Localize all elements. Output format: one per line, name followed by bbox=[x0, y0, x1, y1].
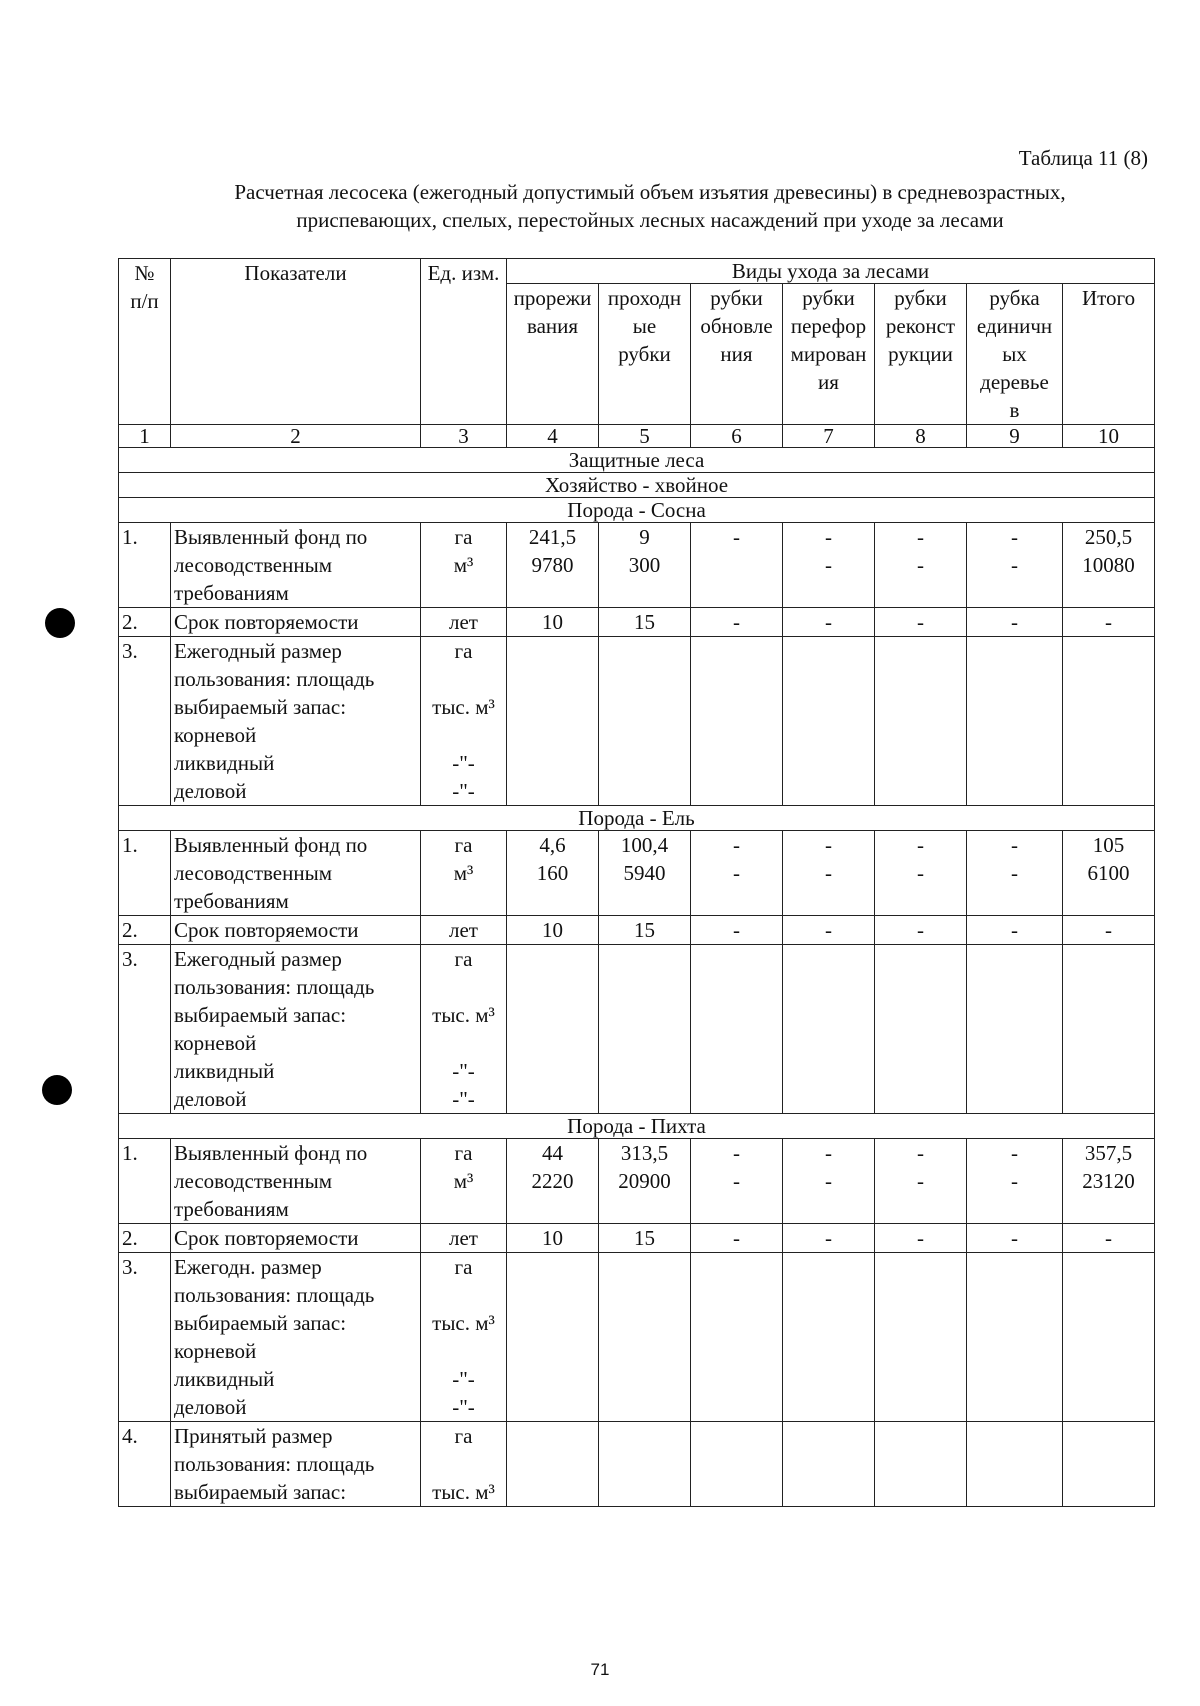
row-label-line: выбираемый запас: bbox=[174, 1311, 347, 1335]
header-type-line: перефор bbox=[790, 314, 867, 338]
unit-line bbox=[424, 665, 503, 693]
column-number: 7 bbox=[783, 425, 875, 448]
value-line: - bbox=[1011, 525, 1018, 549]
value-cell: - bbox=[1063, 916, 1155, 945]
row-label-line: пользования: площадь bbox=[174, 1283, 375, 1307]
row-number: 3. bbox=[119, 1253, 171, 1422]
unit-line: -"- bbox=[452, 751, 475, 775]
value-line: 10080 bbox=[1082, 553, 1135, 577]
header-num-line: № bbox=[134, 261, 155, 285]
row-label-line: лесоводственным bbox=[174, 553, 332, 577]
row-label-line: деловой bbox=[174, 1395, 247, 1419]
value-line: 241,5 bbox=[528, 525, 577, 549]
data-row bbox=[119, 1422, 1155, 1507]
value-line: 105 bbox=[1092, 833, 1125, 857]
value-line: 2220 bbox=[531, 1169, 574, 1193]
table-label: Таблица 11 (8) bbox=[1018, 146, 1148, 170]
value-cell bbox=[1063, 831, 1155, 916]
row-label-line: требованиям bbox=[174, 1197, 289, 1221]
value-cell: 15 bbox=[599, 608, 691, 637]
unit-line: га bbox=[454, 639, 473, 663]
unit-line: тыс. м³ bbox=[432, 695, 495, 719]
unit-line: -"- bbox=[452, 779, 475, 803]
row-number: 2. bbox=[119, 608, 171, 637]
value-line: 9780 bbox=[531, 553, 574, 577]
data-row bbox=[119, 608, 1155, 637]
empty-cell bbox=[875, 637, 967, 806]
column-number: 5 bbox=[599, 425, 691, 448]
header-type-line: рубки bbox=[894, 286, 947, 310]
value-cell: 10 bbox=[507, 1224, 599, 1253]
row-label-line: деловой bbox=[174, 779, 247, 803]
empty-cell bbox=[967, 637, 1063, 806]
unit-line bbox=[424, 1337, 503, 1365]
empty-cell bbox=[783, 1253, 875, 1422]
row-label-line: Выявленный фонд по bbox=[174, 525, 368, 549]
unit-line: га bbox=[454, 947, 473, 971]
empty-cell bbox=[507, 945, 599, 1114]
value-line: - bbox=[825, 525, 832, 549]
unit-line: га bbox=[454, 1255, 473, 1279]
unit-line: -"- bbox=[452, 1087, 475, 1111]
header-num-line: п/п bbox=[130, 289, 159, 313]
header-type-line: деревье bbox=[980, 370, 1049, 394]
column-number: 8 bbox=[875, 425, 967, 448]
data-row bbox=[119, 1224, 1155, 1253]
empty-cell bbox=[599, 637, 691, 806]
header-type-line: реконст bbox=[885, 314, 956, 338]
value-cell: 10 bbox=[507, 916, 599, 945]
header-type-6 bbox=[967, 284, 1063, 425]
data-row bbox=[119, 523, 1155, 608]
empty-cell bbox=[507, 1253, 599, 1422]
value-cell: - bbox=[691, 1224, 783, 1253]
value-line: - bbox=[917, 861, 924, 885]
value-cell: - bbox=[783, 608, 875, 637]
row-unit bbox=[421, 1422, 507, 1507]
value-line: 23120 bbox=[1082, 1169, 1135, 1193]
header-row bbox=[119, 259, 1155, 284]
breed-name: Порода - Ель bbox=[119, 806, 1155, 831]
row-label bbox=[171, 945, 421, 1114]
value-line: 160 bbox=[536, 861, 569, 885]
value-cell bbox=[507, 831, 599, 916]
unit-line bbox=[424, 1029, 503, 1057]
data-row bbox=[119, 637, 1155, 806]
unit-line: м³ bbox=[453, 1169, 474, 1193]
unit-line bbox=[424, 1450, 503, 1478]
value-cell: 15 bbox=[599, 916, 691, 945]
header-type-line: ия bbox=[818, 370, 839, 394]
header-type-line: вания bbox=[526, 314, 579, 338]
header-type-line: прорежи bbox=[513, 286, 592, 310]
header-type-line: ния bbox=[720, 342, 753, 366]
value-line: - bbox=[1011, 861, 1018, 885]
unit-line: м³ bbox=[453, 553, 474, 577]
value-line: - bbox=[1011, 553, 1018, 577]
value-line: 6100 bbox=[1087, 861, 1130, 885]
unit-line: м³ bbox=[453, 861, 474, 885]
empty-cell bbox=[1063, 945, 1155, 1114]
header-group: Виды ухода за лесами bbox=[507, 259, 1155, 284]
value-line: 313,5 bbox=[620, 1141, 669, 1165]
breed-row bbox=[119, 806, 1155, 831]
empty-cell bbox=[783, 945, 875, 1114]
value-cell: - bbox=[875, 916, 967, 945]
unit-line: тыс. м³ bbox=[432, 1003, 495, 1027]
value-cell: - bbox=[875, 608, 967, 637]
row-label-line: требованиям bbox=[174, 581, 289, 605]
row-unit bbox=[421, 1253, 507, 1422]
header-type-line: обновле bbox=[700, 314, 773, 338]
row-label-line: Выявленный фонд по bbox=[174, 833, 368, 857]
row-number: 3. bbox=[119, 945, 171, 1114]
value-cell bbox=[507, 523, 599, 608]
punch-hole-top bbox=[45, 608, 75, 638]
value-cell: - bbox=[691, 608, 783, 637]
value-cell bbox=[875, 1139, 967, 1224]
row-number: 1. bbox=[119, 831, 171, 916]
value-cell: 15 bbox=[599, 1224, 691, 1253]
page-number: 71 bbox=[590, 1660, 610, 1679]
value-line: - bbox=[733, 1141, 740, 1165]
unit-line: га bbox=[454, 1424, 473, 1448]
row-number: 3. bbox=[119, 637, 171, 806]
row-label bbox=[171, 637, 421, 806]
header-type-line: проходн bbox=[607, 286, 682, 310]
value-line: 20900 bbox=[618, 1169, 671, 1193]
row-label-line: пользования: площадь bbox=[174, 667, 375, 691]
header-type-line: рубки bbox=[710, 286, 763, 310]
header-type-line: рубки bbox=[618, 342, 671, 366]
header-type-line: единичн bbox=[976, 314, 1053, 338]
unit-line: га bbox=[454, 1141, 473, 1165]
value-cell bbox=[967, 1139, 1063, 1224]
row-label-line: Ежегодный размер bbox=[174, 947, 342, 971]
value-line: - bbox=[733, 1169, 740, 1193]
breed-row bbox=[119, 498, 1155, 523]
value-cell bbox=[691, 831, 783, 916]
column-number-row bbox=[119, 425, 1155, 448]
row-label bbox=[171, 1422, 421, 1507]
value-line: - bbox=[917, 1141, 924, 1165]
row-label bbox=[171, 1253, 421, 1422]
value-line: 9 bbox=[639, 525, 650, 549]
row-label-line: выбираемый запас: bbox=[174, 695, 347, 719]
data-row bbox=[119, 916, 1155, 945]
value-cell: - bbox=[875, 1224, 967, 1253]
breed-row bbox=[119, 1114, 1155, 1139]
column-number: 2 bbox=[171, 425, 421, 448]
header-unit: Ед. изм. bbox=[421, 259, 507, 425]
empty-cell bbox=[967, 1253, 1063, 1422]
row-label: Срок повторяемости bbox=[171, 608, 421, 637]
row-label-line: пользования: площадь bbox=[174, 975, 375, 999]
unit-line bbox=[424, 721, 503, 749]
unit-line: га bbox=[454, 525, 473, 549]
row-unit bbox=[421, 831, 507, 916]
header-type-line: мирован bbox=[790, 342, 867, 366]
empty-cell bbox=[875, 1253, 967, 1422]
section-row bbox=[119, 473, 1155, 498]
section-zone: Защитные леса bbox=[119, 448, 1155, 473]
value-line: - bbox=[825, 1169, 832, 1193]
row-label-line: ликвидный bbox=[174, 1367, 275, 1391]
column-number: 1 bbox=[119, 425, 171, 448]
value-cell bbox=[599, 1139, 691, 1224]
row-unit bbox=[421, 1139, 507, 1224]
value-cell bbox=[507, 1139, 599, 1224]
header-type-7 bbox=[1063, 284, 1155, 425]
empty-cell bbox=[691, 1253, 783, 1422]
row-label-line: корневой bbox=[174, 1339, 257, 1363]
row-label-line: деловой bbox=[174, 1087, 247, 1111]
row-label-line: ликвидный bbox=[174, 1059, 275, 1083]
column-number: 4 bbox=[507, 425, 599, 448]
unit-line: тыс. м³ bbox=[432, 1480, 495, 1504]
value-line: 5940 bbox=[623, 861, 666, 885]
row-label: Срок повторяемости bbox=[171, 916, 421, 945]
header-type-3 bbox=[691, 284, 783, 425]
value-line: - bbox=[917, 833, 924, 857]
unit-line: тыс. м³ bbox=[432, 1311, 495, 1335]
value-line: - bbox=[1011, 1141, 1018, 1165]
header-type-1 bbox=[507, 284, 599, 425]
value-cell bbox=[1063, 1139, 1155, 1224]
row-label: Срок повторяемости bbox=[171, 1224, 421, 1253]
data-row bbox=[119, 831, 1155, 916]
row-unit bbox=[421, 945, 507, 1114]
value-cell bbox=[875, 523, 967, 608]
row-unit: лет bbox=[421, 608, 507, 637]
row-number: 1. bbox=[119, 523, 171, 608]
column-number: 10 bbox=[1063, 425, 1155, 448]
row-label-line: требованиям bbox=[174, 889, 289, 913]
empty-cell bbox=[599, 1253, 691, 1422]
empty-cell bbox=[967, 945, 1063, 1114]
empty-cell bbox=[783, 637, 875, 806]
value-cell: - bbox=[1063, 1224, 1155, 1253]
unit-line: -"- bbox=[452, 1367, 475, 1391]
value-cell: 10 bbox=[507, 608, 599, 637]
row-label-line: выбираемый запас: bbox=[174, 1003, 347, 1027]
value-line: 44 bbox=[542, 1141, 563, 1165]
value-line: - bbox=[825, 833, 832, 857]
row-unit bbox=[421, 637, 507, 806]
header-type-line: в bbox=[1009, 398, 1020, 422]
value-line: 100,4 bbox=[620, 833, 669, 857]
row-label bbox=[171, 831, 421, 916]
value-cell bbox=[783, 831, 875, 916]
data-row bbox=[119, 945, 1155, 1114]
header-type-line: рукции bbox=[888, 342, 953, 366]
header-type-line: рубка bbox=[989, 286, 1040, 310]
value-line: - bbox=[917, 553, 924, 577]
value-cell: - bbox=[691, 916, 783, 945]
value-cell bbox=[967, 831, 1063, 916]
table-title-line1: Расчетная лесосека (ежегодный допустимый объем изъятия древесины) в средневозрастных, bbox=[234, 180, 1066, 204]
value-line: - bbox=[733, 525, 740, 549]
data-row bbox=[119, 1253, 1155, 1422]
empty-cell bbox=[691, 637, 783, 806]
value-line: - bbox=[825, 861, 832, 885]
unit-line bbox=[424, 973, 503, 1001]
row-number: 4. bbox=[119, 1422, 171, 1507]
value-line: 4,6 bbox=[539, 833, 566, 857]
empty-cell bbox=[507, 1422, 599, 1507]
row-number: 1. bbox=[119, 1139, 171, 1224]
row-label-line: лесоводственным bbox=[174, 861, 332, 885]
value-line: 357,5 bbox=[1084, 1141, 1133, 1165]
value-line: 250,5 bbox=[1084, 525, 1133, 549]
empty-cell bbox=[691, 1422, 783, 1507]
empty-cell bbox=[691, 945, 783, 1114]
column-number: 3 bbox=[421, 425, 507, 448]
table-title bbox=[150, 178, 1150, 234]
breed-name: Порода - Сосна bbox=[119, 498, 1155, 523]
row-label-line: Ежегодный размер bbox=[174, 639, 342, 663]
header-type-4 bbox=[783, 284, 875, 425]
row-unit: лет bbox=[421, 1224, 507, 1253]
row-number: 2. bbox=[119, 916, 171, 945]
value-cell: - bbox=[967, 916, 1063, 945]
row-number: 2. bbox=[119, 1224, 171, 1253]
value-line: - bbox=[1011, 1169, 1018, 1193]
row-label-line: корневой bbox=[174, 723, 257, 747]
row-label-line: Принятый размер bbox=[174, 1424, 333, 1448]
header-indicators: Показатели bbox=[171, 259, 421, 425]
value-line: 300 bbox=[628, 553, 661, 577]
value-cell bbox=[691, 523, 783, 608]
value-cell: - bbox=[967, 608, 1063, 637]
value-line: - bbox=[733, 861, 740, 885]
header-type-line: рубки bbox=[802, 286, 855, 310]
empty-cell bbox=[1063, 1253, 1155, 1422]
header-type-5 bbox=[875, 284, 967, 425]
punch-hole-bottom bbox=[42, 1075, 72, 1105]
value-line bbox=[694, 551, 779, 579]
row-unit bbox=[421, 523, 507, 608]
value-cell bbox=[599, 523, 691, 608]
empty-cell bbox=[1063, 637, 1155, 806]
row-label-line: Выявленный фонд по bbox=[174, 1141, 368, 1165]
row-label-line: Ежегодн. размер bbox=[174, 1255, 322, 1279]
header-type-line: ых bbox=[1002, 342, 1027, 366]
value-line: - bbox=[917, 1169, 924, 1193]
empty-cell bbox=[967, 1422, 1063, 1507]
row-label-line: выбираемый запас: bbox=[174, 1480, 347, 1504]
value-cell bbox=[875, 831, 967, 916]
row-label-line: пользования: площадь bbox=[174, 1452, 375, 1476]
row-label bbox=[171, 1139, 421, 1224]
value-cell bbox=[599, 831, 691, 916]
section-economy: Хозяйство - хвойное bbox=[119, 473, 1155, 498]
section-row bbox=[119, 448, 1155, 473]
value-cell bbox=[783, 523, 875, 608]
empty-cell bbox=[1063, 1422, 1155, 1507]
empty-cell bbox=[875, 1422, 967, 1507]
unit-line: га bbox=[454, 833, 473, 857]
row-label-line: корневой bbox=[174, 1031, 257, 1055]
header-type-line: Итого bbox=[1081, 286, 1136, 310]
empty-cell bbox=[599, 1422, 691, 1507]
value-cell bbox=[691, 1139, 783, 1224]
empty-cell bbox=[507, 637, 599, 806]
data-row bbox=[119, 1139, 1155, 1224]
unit-line bbox=[424, 1281, 503, 1309]
unit-line: -"- bbox=[452, 1395, 475, 1419]
value-cell: - bbox=[1063, 608, 1155, 637]
empty-cell bbox=[599, 945, 691, 1114]
empty-cell bbox=[875, 945, 967, 1114]
table-title-line2: приспевающих, спелых, перестойных лесных насаждений при уходе за лесами bbox=[296, 208, 1004, 232]
header-type-line: ые bbox=[632, 314, 657, 338]
row-unit: лет bbox=[421, 916, 507, 945]
column-number: 6 bbox=[691, 425, 783, 448]
breed-name: Порода - Пихта bbox=[119, 1114, 1155, 1139]
value-cell bbox=[967, 523, 1063, 608]
value-cell: - bbox=[783, 916, 875, 945]
column-number: 9 bbox=[967, 425, 1063, 448]
row-label-line: лесоводственным bbox=[174, 1169, 332, 1193]
value-line: - bbox=[825, 553, 832, 577]
header-type-2 bbox=[599, 284, 691, 425]
value-line: - bbox=[917, 525, 924, 549]
row-label-line: ликвидный bbox=[174, 751, 275, 775]
value-cell bbox=[783, 1139, 875, 1224]
empty-cell bbox=[783, 1422, 875, 1507]
felling-table bbox=[118, 258, 1155, 1507]
value-cell: - bbox=[783, 1224, 875, 1253]
unit-line: -"- bbox=[452, 1059, 475, 1083]
row-label bbox=[171, 523, 421, 608]
header-num bbox=[119, 259, 171, 425]
value-cell bbox=[1063, 523, 1155, 608]
value-line: - bbox=[733, 833, 740, 857]
value-cell: - bbox=[967, 1224, 1063, 1253]
value-line: - bbox=[825, 1141, 832, 1165]
value-line: - bbox=[1011, 833, 1018, 857]
